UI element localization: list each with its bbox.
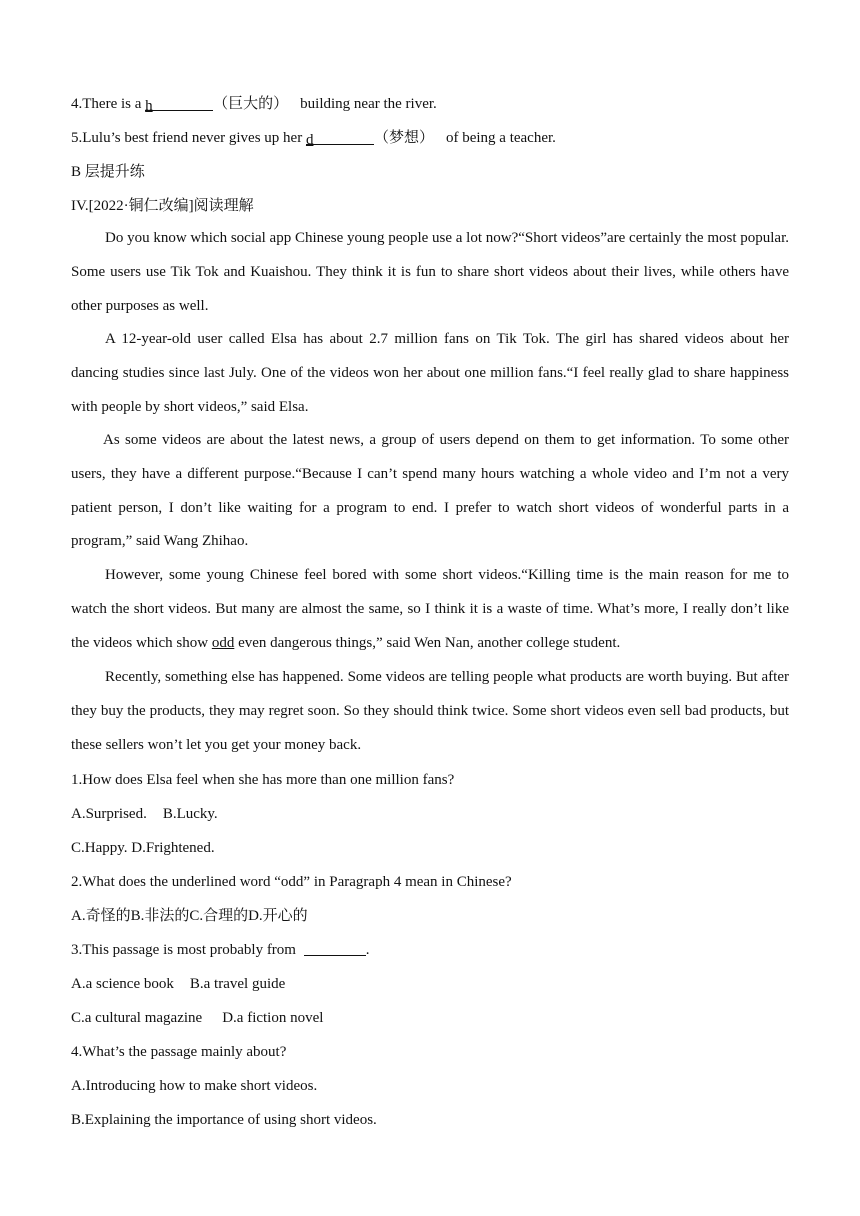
option-c: C.a cultural magazine xyxy=(71,1010,203,1026)
question-1-stem: 1.How does Elsa feel when she has more than one million fans? xyxy=(71,772,455,788)
chinese-hint: （巨大的） xyxy=(213,96,289,112)
passage-paragraph-4 xyxy=(71,559,789,660)
option-a: A.a science book xyxy=(71,976,174,992)
question-stem-end: . xyxy=(365,942,370,958)
initial-letter: h xyxy=(145,98,153,114)
option-a: A.Surprised. xyxy=(71,806,147,822)
option-d: D.a fiction novel xyxy=(222,1010,324,1026)
answer-blank xyxy=(305,130,374,148)
paragraph-text: However, some young Chinese feel bored with some short videos.“Killing time is the main reason for me to watch the short videos. But many are almost the same, so I think it is a waste of time. What’s more, I really don’t like the videos which show xyxy=(71,567,789,651)
fill-item-prefix: 5.Lulu’s best friend never gives up her xyxy=(71,130,306,146)
chinese-hint: （梦想） xyxy=(373,130,434,146)
fill-item-suffix: building near the river. xyxy=(300,96,437,112)
passage-paragraph-3: As some videos are about the latest news, a group of users depend on them to get information. To some other users, they have a different purpose.“Because I can’t spend many hours watching a whole video and I’m not a very patient person, I don’t like waiting for a program to end. I prefer to watch short videos of wonderful parts in a program,” said Wang Zhihao. xyxy=(71,432,789,550)
question-3-stem xyxy=(71,940,789,960)
fill-item-suffix: of being a teacher. xyxy=(445,130,556,146)
question-3-options-2 xyxy=(71,1008,789,1028)
section-title: IV.[2022·铜仁改编]阅读理解 xyxy=(71,198,254,214)
fill-item-5 xyxy=(71,128,789,148)
passage-paragraph-1: Do you know which social app Chinese young people use a lot now?“Short videos”are certainly the most popular. Some users use Tik Tok and Kuaishou. They think it is fun to share short videos about their lives, while others have other purposes as well. xyxy=(71,230,790,314)
option-b: B.a travel guide xyxy=(189,976,286,992)
option-b: B.Lucky. xyxy=(162,806,218,822)
question-2-stem: 2.What does the underlined word “odd” in Paragraph 4 mean in Chinese? xyxy=(71,874,512,890)
underlined-word: odd xyxy=(211,634,235,651)
level-heading: B 层提升练 xyxy=(71,164,145,180)
fill-item-4 xyxy=(71,94,789,114)
passage-paragraph-5: Recently, something else has happened. Some videos are telling people what products are worth buying. But after they buy the products, they may regret soon. So they should think twice. Some short videos even sell bad products, but these sellers won’t let you get your money back. xyxy=(71,669,789,753)
question-2-options xyxy=(71,906,789,926)
passage-paragraph-2: A 12-year-old user called Elsa has about 2.7 million fans on Tik Tok. The girl has shared videos about her dancing studies since last July. One of the videos won her about one million fans.“I feel really glad to share happiness with people by short videos,” said Elsa. xyxy=(71,331,789,415)
option-a-d: A.奇怪的B.非法的C.合理的D.开心的 xyxy=(71,908,308,924)
question-stem-text: 3.This passage is most probably from xyxy=(71,942,300,958)
question-4-option-b: B.Explaining the importance of using short videos. xyxy=(71,1112,377,1128)
answer-blank xyxy=(304,941,366,956)
question-1-options-2 xyxy=(71,838,789,858)
question-1-options xyxy=(71,804,789,824)
question-3-options xyxy=(71,974,789,994)
option-c-d: C.Happy. D.Frightened. xyxy=(71,840,215,856)
paragraph-text: even dangerous things,” said Wen Nan, another college student. xyxy=(234,634,621,651)
initial-letter: d xyxy=(305,132,314,148)
question-4-stem: 4.What’s the passage mainly about? xyxy=(71,1044,287,1060)
answer-blank xyxy=(145,96,213,114)
question-4-option-a: A.Introducing how to make short videos. xyxy=(71,1078,318,1094)
fill-item-prefix: 4.There is a xyxy=(71,96,146,112)
